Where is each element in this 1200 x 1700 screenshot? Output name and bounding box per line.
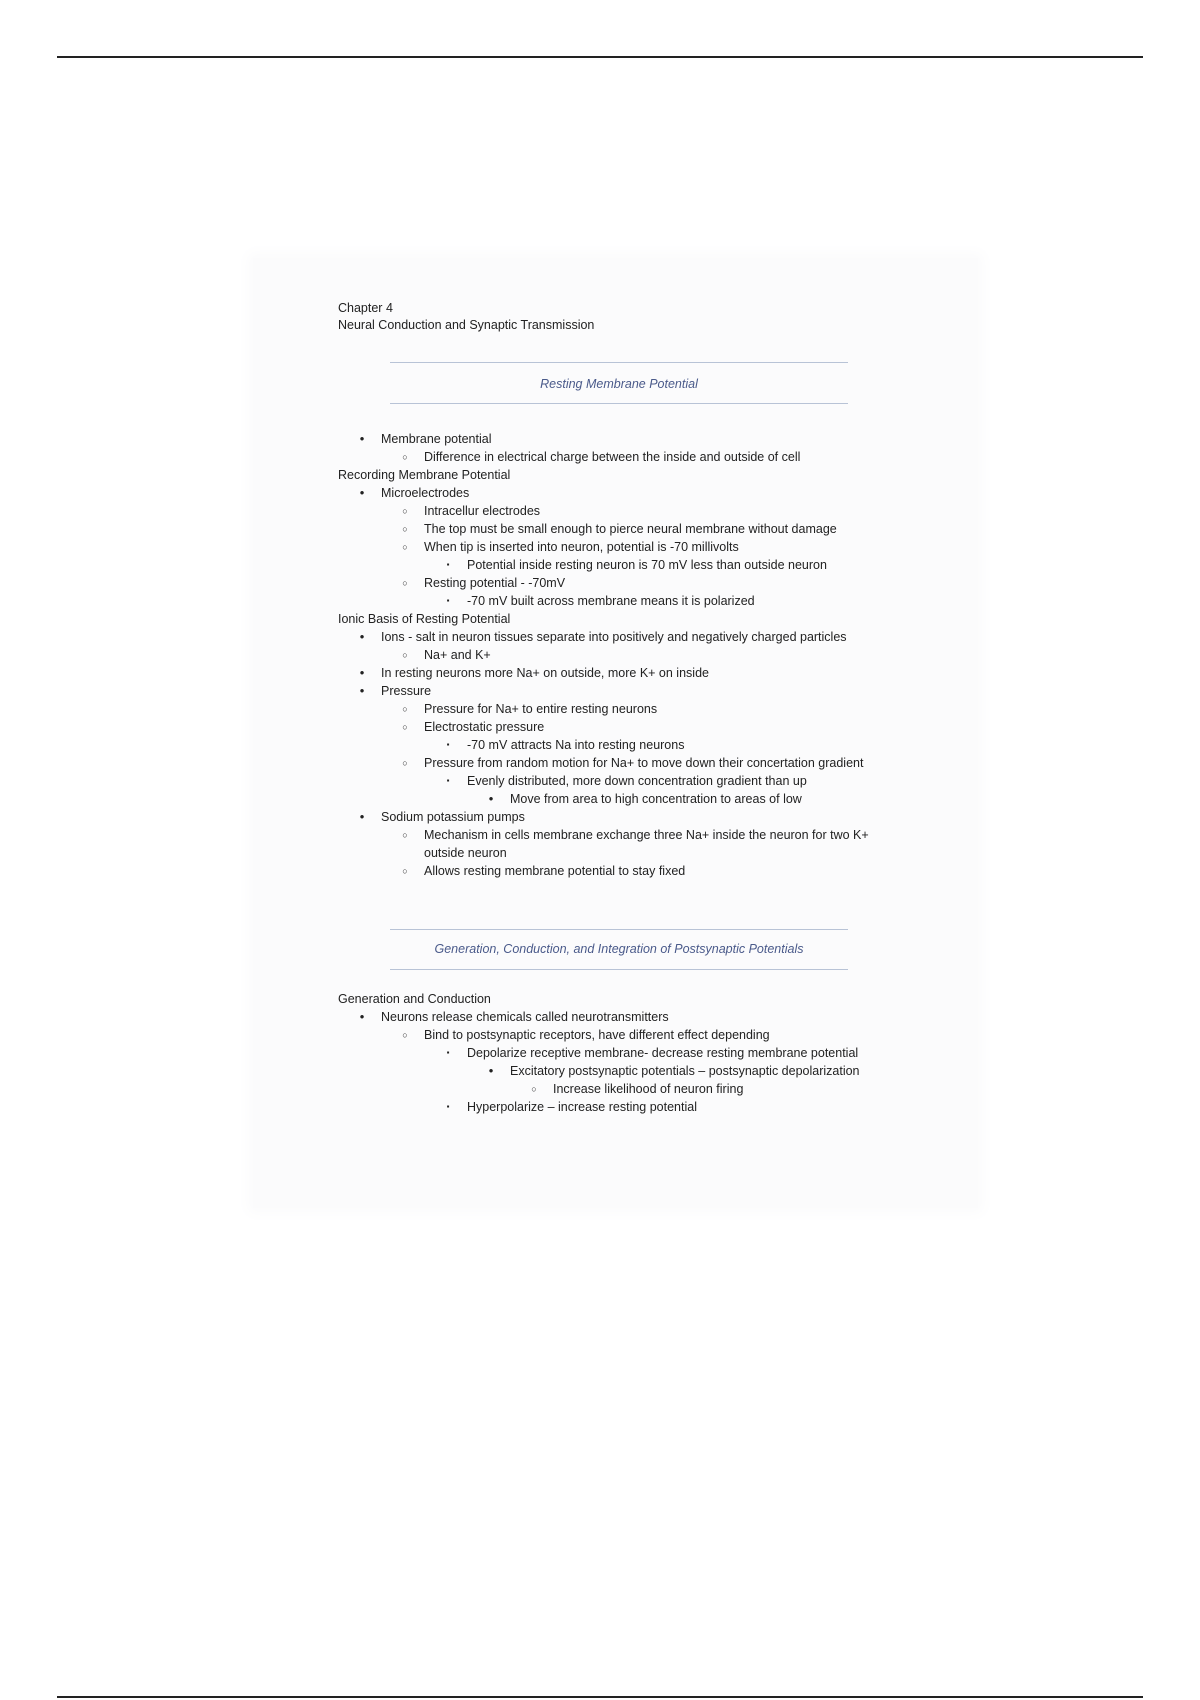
circle-bullet-icon: ○: [402, 1030, 408, 1040]
outline-item-text: Recording Membrane Potential: [338, 467, 511, 482]
section-heading-postsynaptic-potentials: [390, 929, 848, 971]
disc-bullet-icon: •: [488, 790, 494, 806]
outline-item-text: Bind to postsynaptic receptors, have different effect depending: [424, 1028, 770, 1042]
outline-item: [338, 628, 958, 646]
outline-item: [338, 844, 958, 862]
outline-item-text: Ions - salt in neuron tissues separate into positively and negatively charged particles: [381, 629, 847, 644]
outline-item: [338, 808, 958, 826]
outline-item-text: Ionic Basis of Resting Potential: [338, 611, 511, 626]
outline-item-text: Generation and Conduction: [338, 992, 491, 1006]
outline-item-text: Electrostatic pressure: [424, 719, 545, 734]
outline-item-text: Neurons release chemicals called neurotransmitters: [381, 1010, 669, 1024]
circle-bullet-icon: ○: [402, 865, 408, 876]
outline-item-text: Depolarize receptive membrane- decrease resting membrane potential: [467, 1046, 859, 1060]
outline-item: [338, 430, 958, 448]
section-heading-text: Generation, Conduction, and Integration of Postsynaptic Potentials: [434, 941, 804, 956]
outline-item-text: Evenly distributed, more down concentration gradient than up: [467, 773, 807, 788]
section-heading-text: Resting Membrane Potential: [540, 377, 698, 391]
circle-bullet-icon: ○: [402, 451, 408, 462]
circle-bullet-icon: ○: [402, 721, 408, 732]
outline-subheading: [338, 466, 958, 484]
outline-item: [338, 556, 958, 574]
outline-item-text: Na+ and K+: [424, 647, 491, 662]
circle-bullet-icon: ○: [402, 649, 408, 660]
outline-item: [338, 646, 958, 664]
section-heading-resting-membrane-potential: [390, 362, 848, 404]
outline-item-text: Allows resting membrane potential to stay fixed: [424, 863, 686, 878]
outline-subheading: [338, 990, 958, 1008]
outline-item: [338, 682, 958, 700]
outline-item-text: Excitatory postsynaptic potentials – postsynaptic depolarization: [510, 1064, 860, 1078]
outline-item: [338, 1098, 958, 1116]
outline-item-text: The top must be small enough to pierce neural membrane without damage: [424, 521, 837, 536]
circle-bullet-icon: ○: [402, 523, 408, 534]
outline-item-text: Mechanism in cells membrane exchange three Na+ inside the neuron for two K+: [424, 827, 869, 842]
outline-item-text: Sodium potassium pumps: [381, 809, 525, 824]
outline-item: [338, 736, 958, 754]
square-bullet-icon: ▪: [446, 1048, 450, 1057]
outline-list-section-1: [338, 430, 958, 880]
outline-item-text: Resting potential - -70mV: [424, 575, 566, 590]
outline-item: [338, 772, 958, 790]
chapter-subtitle: Neural Conduction and Synaptic Transmission: [338, 317, 595, 332]
outline-item: [338, 592, 958, 610]
outline-item: [338, 664, 958, 682]
disc-bullet-icon: •: [359, 682, 365, 698]
outline-list-section-2: [338, 990, 958, 1116]
disc-bullet-icon: •: [359, 1009, 365, 1024]
circle-bullet-icon: ○: [402, 541, 408, 552]
outline-item: [338, 1080, 958, 1098]
outline-item-text: Difference in electrical charge between the inside and outside of cell: [424, 449, 801, 464]
disc-bullet-icon: •: [359, 808, 365, 824]
outline-item-text: Potential inside resting neuron is 70 mV less than outside neuron: [467, 557, 827, 572]
top-rule: [57, 56, 1143, 58]
outline-item-text: In resting neurons more Na+ on outside, more K+ on inside: [381, 665, 709, 680]
circle-bullet-icon: ○: [402, 757, 408, 768]
disc-bullet-icon: •: [359, 664, 365, 680]
outline-item: [338, 448, 958, 466]
outline-item: [338, 1026, 958, 1044]
square-bullet-icon: ▪: [446, 739, 450, 749]
outline-item-text: Pressure for Na+ to entire resting neurons: [424, 701, 658, 716]
square-bullet-icon: ▪: [446, 595, 450, 605]
outline-item-text: Move from area to high concentration to areas of low: [510, 791, 802, 806]
disc-bullet-icon: •: [488, 1063, 494, 1078]
outline-item: [338, 538, 958, 556]
outline-item-text: -70 mV built across membrane means it is polarized: [467, 593, 755, 608]
disc-bullet-icon: •: [359, 430, 365, 446]
outline-item: [338, 1044, 958, 1062]
outline-item-text: Membrane potential: [381, 431, 492, 446]
disc-bullet-icon: •: [359, 484, 365, 500]
chapter-title: Chapter 4: [338, 301, 393, 315]
disc-bullet-icon: •: [359, 628, 365, 644]
circle-bullet-icon: ○: [402, 577, 408, 588]
outline-item-text: Microelectrodes: [381, 485, 470, 500]
circle-bullet-icon: ○: [531, 1084, 537, 1094]
outline-item-text: Increase likelihood of neuron firing: [553, 1082, 744, 1096]
outline-item: [338, 754, 958, 772]
outline-item: [338, 700, 958, 718]
outline-item-text: Hyperpolarize – increase resting potential: [467, 1100, 697, 1114]
outline-item: [338, 862, 958, 880]
document-content: [338, 300, 958, 1116]
outline-item: [338, 484, 958, 502]
outline-item-text: Pressure: [381, 683, 432, 698]
square-bullet-icon: ▪: [446, 559, 450, 569]
outline-item-text: outside neuron: [424, 845, 507, 860]
outline-item-text: Pressure from random motion for Na+ to move down their concertation gradient: [424, 755, 864, 770]
outline-item: [338, 520, 958, 538]
square-bullet-icon: ▪: [446, 775, 450, 785]
outline-item-text: -70 mV attracts Na into resting neurons: [467, 737, 685, 752]
outline-item: [338, 826, 958, 844]
square-bullet-icon: ▪: [446, 1102, 450, 1111]
outline-subheading: [338, 610, 958, 628]
circle-bullet-icon: ○: [402, 829, 408, 840]
outline-item: [338, 502, 958, 520]
bottom-rule: [57, 1696, 1143, 1698]
circle-bullet-icon: ○: [402, 505, 408, 516]
outline-item: [338, 718, 958, 736]
outline-item: [338, 574, 958, 592]
outline-item-text: When tip is inserted into neuron, potential is -70 millivolts: [424, 539, 739, 554]
outline-item-text: Intracellur electrodes: [424, 503, 541, 518]
outline-item: [338, 1062, 958, 1080]
outline-item: [338, 790, 958, 808]
circle-bullet-icon: ○: [402, 703, 408, 714]
outline-item: [338, 1008, 958, 1026]
